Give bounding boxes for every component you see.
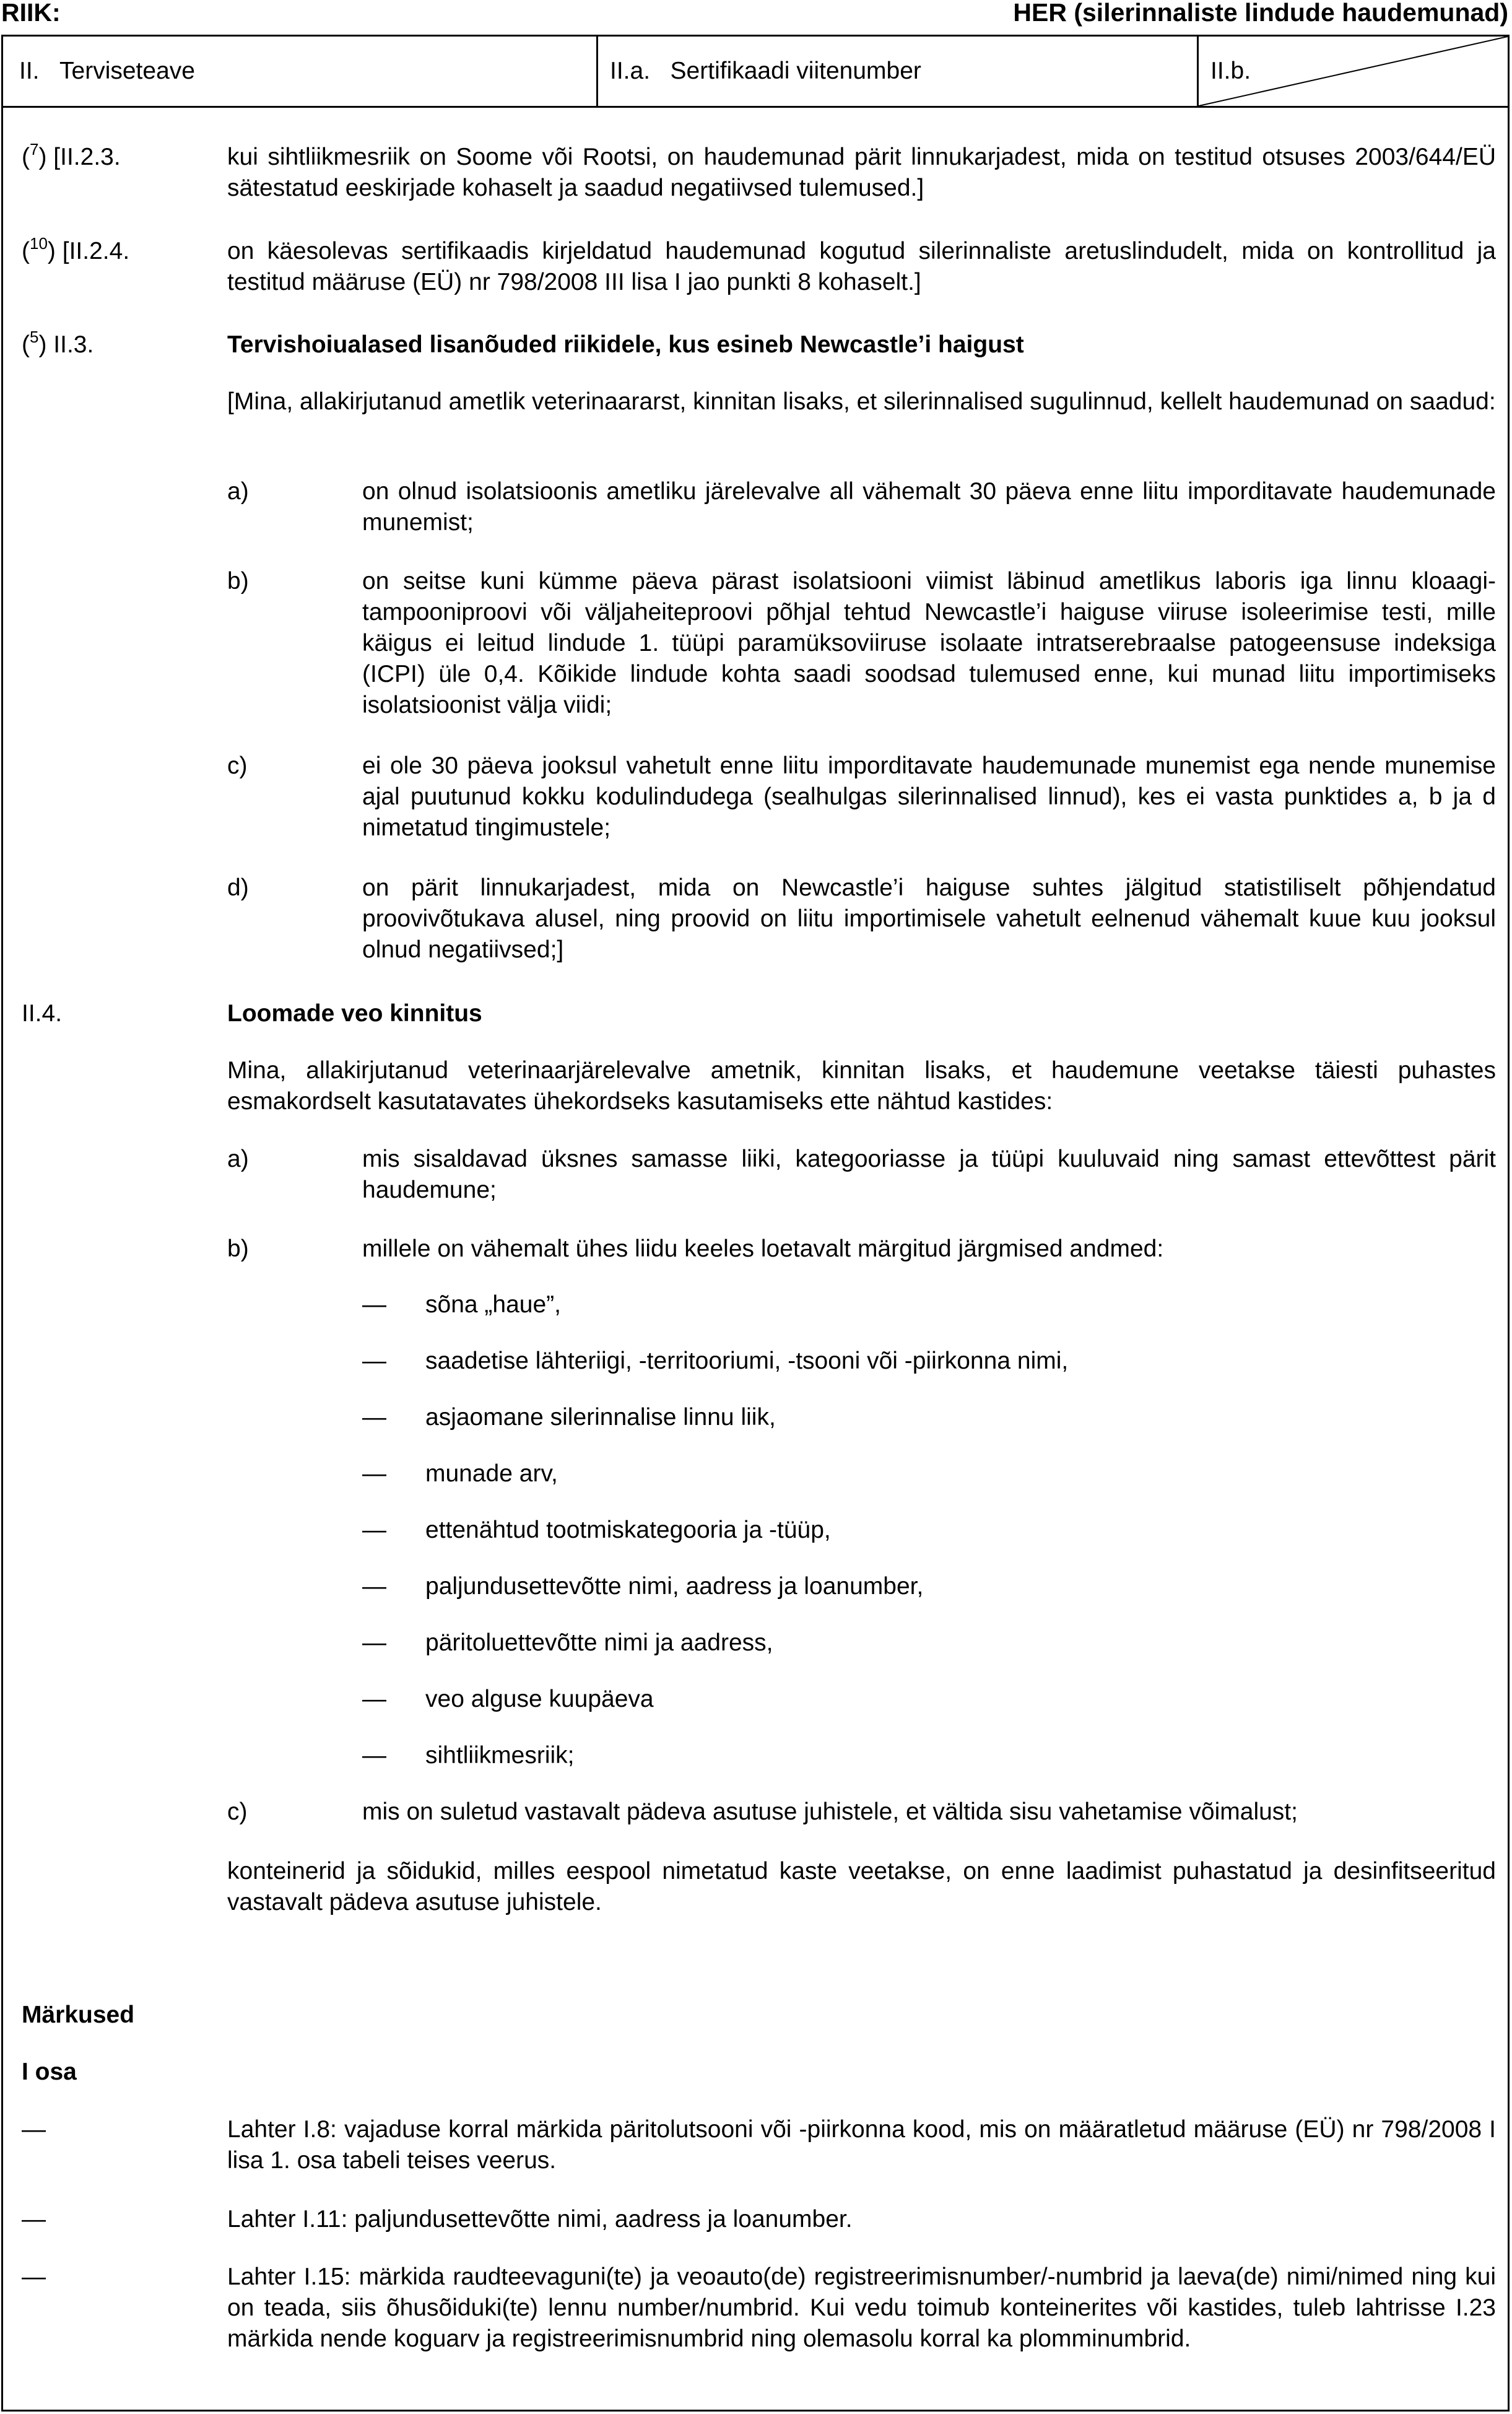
notes-part-title: I osa <box>22 2059 77 2085</box>
list-dash: — <box>362 1291 386 1318</box>
entry-ref-ii-4: II.4. <box>22 1000 63 1027</box>
entry-intro-ii-3: [Mina, allakirjutanud ametlik veterinaararst, kinnitan lisaks, et silerinnalised sugulinnud, kellelt haudemunad on saadud: <box>227 388 1496 415</box>
list-dash: — <box>362 1686 386 1712</box>
item-label: a) <box>227 1146 249 1172</box>
entry-text-ii-2-4: on käesolevas sertifikaadis kirjeldatud haudemunad kogutud silerinnaliste aretuslindudelt, mida on kontrollitud ja testitud määruse (EÜ) nr 798/2008 III lisa I jao punkti 8 kohaselt.] <box>227 238 1496 295</box>
item-text: mis on suletud vastavalt pädeva asutuse juhistele, et vältida sisu vahetamise võimalust; <box>362 1798 1298 1825</box>
entry-title-ii-3: Tervishoiualased lisanõuded riikidele, kus esineb Newcastle’i haigust <box>227 331 1024 358</box>
entry-closing-ii-4: konteinerid ja sõidukid, milles eespool nimetatud kaste veetakse, on enne laadimist puhastatud ja desinfitseeritud vastavalt pädeva asutuse juhistele. <box>227 1858 1496 1915</box>
notes-title: Märkused <box>22 2002 135 2028</box>
column-divider <box>596 37 598 106</box>
item-label: c) <box>227 752 248 779</box>
list-dash: — <box>362 1348 386 1374</box>
list-item: munade arv, <box>425 1460 558 1487</box>
note-item: Lahter I.15: märkida raudteevaguni(te) ja veoauto(de) registreerimisnumber/-numbrid ja laeva(de) nimi/nimed ning kui on teada, siis õhusõiduki(te) lennu number/numbrid. Kui vedu toimub konteinerites või kastides, tuleb lahtrisse I.23 märkida nende koguarv ja registreerimisnumbrid ning olemasolu korral ka plomminumbrid. <box>227 2264 1496 2352</box>
list-item: sihtliikmesriik; <box>425 1742 575 1769</box>
list-dash: — <box>362 1573 386 1600</box>
list-dash: — <box>362 1404 386 1431</box>
list-item: asjaomane silerinnalise linnu liik, <box>425 1404 776 1431</box>
section-header-row <box>3 37 1508 108</box>
list-item: paljundusettevõtte nimi, aadress ja loanumber, <box>425 1573 924 1600</box>
crossed-out-cell-diagonal <box>1199 37 1508 106</box>
certificate-type-title: HER (silerinnaliste lindude haudemunad) <box>1013 0 1508 27</box>
item-label: b) <box>227 1235 249 1262</box>
note-dash: — <box>22 2116 46 2143</box>
note-dash: — <box>22 2264 46 2290</box>
list-item: päritoluettevõtte nimi ja aadress, <box>425 1629 773 1656</box>
entry-text-ii-2-3: kui sihtliikmesriik on Soome või Rootsi, on haudemunad pärit linnukarjadest, mida on testitud otsuses 2003/644/EÜ sätestatud eeskirjade kohaselt ja saadud negatiivsed tulemused.] <box>227 144 1496 201</box>
item-text: millele on vähemalt ühes liidu keeles loetavalt märgitud järgmised andmed: <box>362 1235 1164 1262</box>
list-item: ettenähtud tootmiskategooria ja -tüüp, <box>425 1517 831 1543</box>
list-item: saadetise lähteriigi, -territooriumi, -tsooni või -piirkonna nimi, <box>425 1348 1069 1374</box>
entry-ref-ii-3: ($^5$) II.3. <box>22 328 94 358</box>
note-item: Lahter I.8: vajaduse korral märkida päritolutsooni või -piirkonna kood, mis on määratletud määruse (EÜ) nr 798/2008 I lisa 1. osa tabeli teises veerus. <box>227 2116 1496 2174</box>
entry-intro-ii-4: Mina, allakirjutanud veterinaarjärelevalve ametnik, kinnitan lisaks, et haudemune veetakse täiesti puhastes esmakordselt kasutatavates ühekordseks kasutamiseks ette nähtud kastides: <box>227 1057 1496 1115</box>
item-text: on pärit linnukarjadest, mida on Newcastle’i haiguse suhtes jälgitud statistiliselt põhjendatud proovivõtukava alusel, ning proovid on liitu importimisele vahetult eelnenud vähemalt kuue kuu jooksul olnud negatiivsed;] <box>362 874 1496 963</box>
certificate-reference-cell: II.a. Sertifikaadi viitenumber <box>610 58 921 84</box>
item-text: mis sisaldavad üksnes samasse liiki, kategooriasse ja tüüpi kuuluvaid ning samast ettevõttest pärit haudemune; <box>362 1146 1496 1203</box>
health-info-cell: II. Terviseteave <box>19 58 195 84</box>
entry-ref-ii-2-3: ($^7$) [II.2.3. <box>22 140 121 170</box>
list-dash: — <box>362 1742 386 1769</box>
certificate-frame <box>1 35 1510 2412</box>
item-label: b) <box>227 568 249 595</box>
list-dash: — <box>362 1460 386 1487</box>
entry-title-ii-4: Loomade veo kinnitus <box>227 1000 482 1027</box>
entry-ref-ii-2-4: ($^{10}$) [II.2.4. <box>22 234 130 264</box>
list-item: veo alguse kuupäeva <box>425 1686 654 1712</box>
note-item: Lahter I.11: paljundusettevõtte nimi, aadress ja loanumber. <box>227 2206 853 2233</box>
item-label: d) <box>227 874 249 901</box>
item-label: a) <box>227 478 249 505</box>
list-dash: — <box>362 1629 386 1656</box>
item-text: on olnud isolatsioonis ametliku järelevalve all vähemalt 30 päeva enne liitu imporditavate haudemunade munemist; <box>362 478 1496 536</box>
list-dash: — <box>362 1517 386 1543</box>
certificate-header <box>0 0 1512 35</box>
item-label: c) <box>227 1798 248 1825</box>
list-item: sõna „haue”, <box>425 1291 561 1318</box>
country-label: RIIK: <box>1 0 61 27</box>
note-dash: — <box>22 2206 46 2233</box>
item-text: on seitse kuni kümme päeva pärast isolatsiooni viimist läbinud ametlikus laboris iga linnu kloaagi-tampooniproovi või väljaheiteproovi põhjal tehtud Newcastle’i haiguse viiruse isoleerimise testi, mille käigus ei leitud lindude 1. tüüpi paramüksoviiruse isolaate intratserebraalse patogeensuse indeksiga (ICPI) üle 0,4. Kõikide lindude kohta saadi soodsad tulemused enne, kui munad liitu importimiseks isolatsioonist välja viidi; <box>362 568 1496 718</box>
section-iib-cell: II.b. <box>1210 58 1251 84</box>
item-text: ei ole 30 päeva jooksul vahetult enne liitu imporditavate haudemunade munemist ega nende munemise ajal puutunud kokku kodulindudega (sealhulgas silerinnalised linnud), kes ei vasta punktides a, b ja d nimetatud tingimustele; <box>362 752 1496 841</box>
